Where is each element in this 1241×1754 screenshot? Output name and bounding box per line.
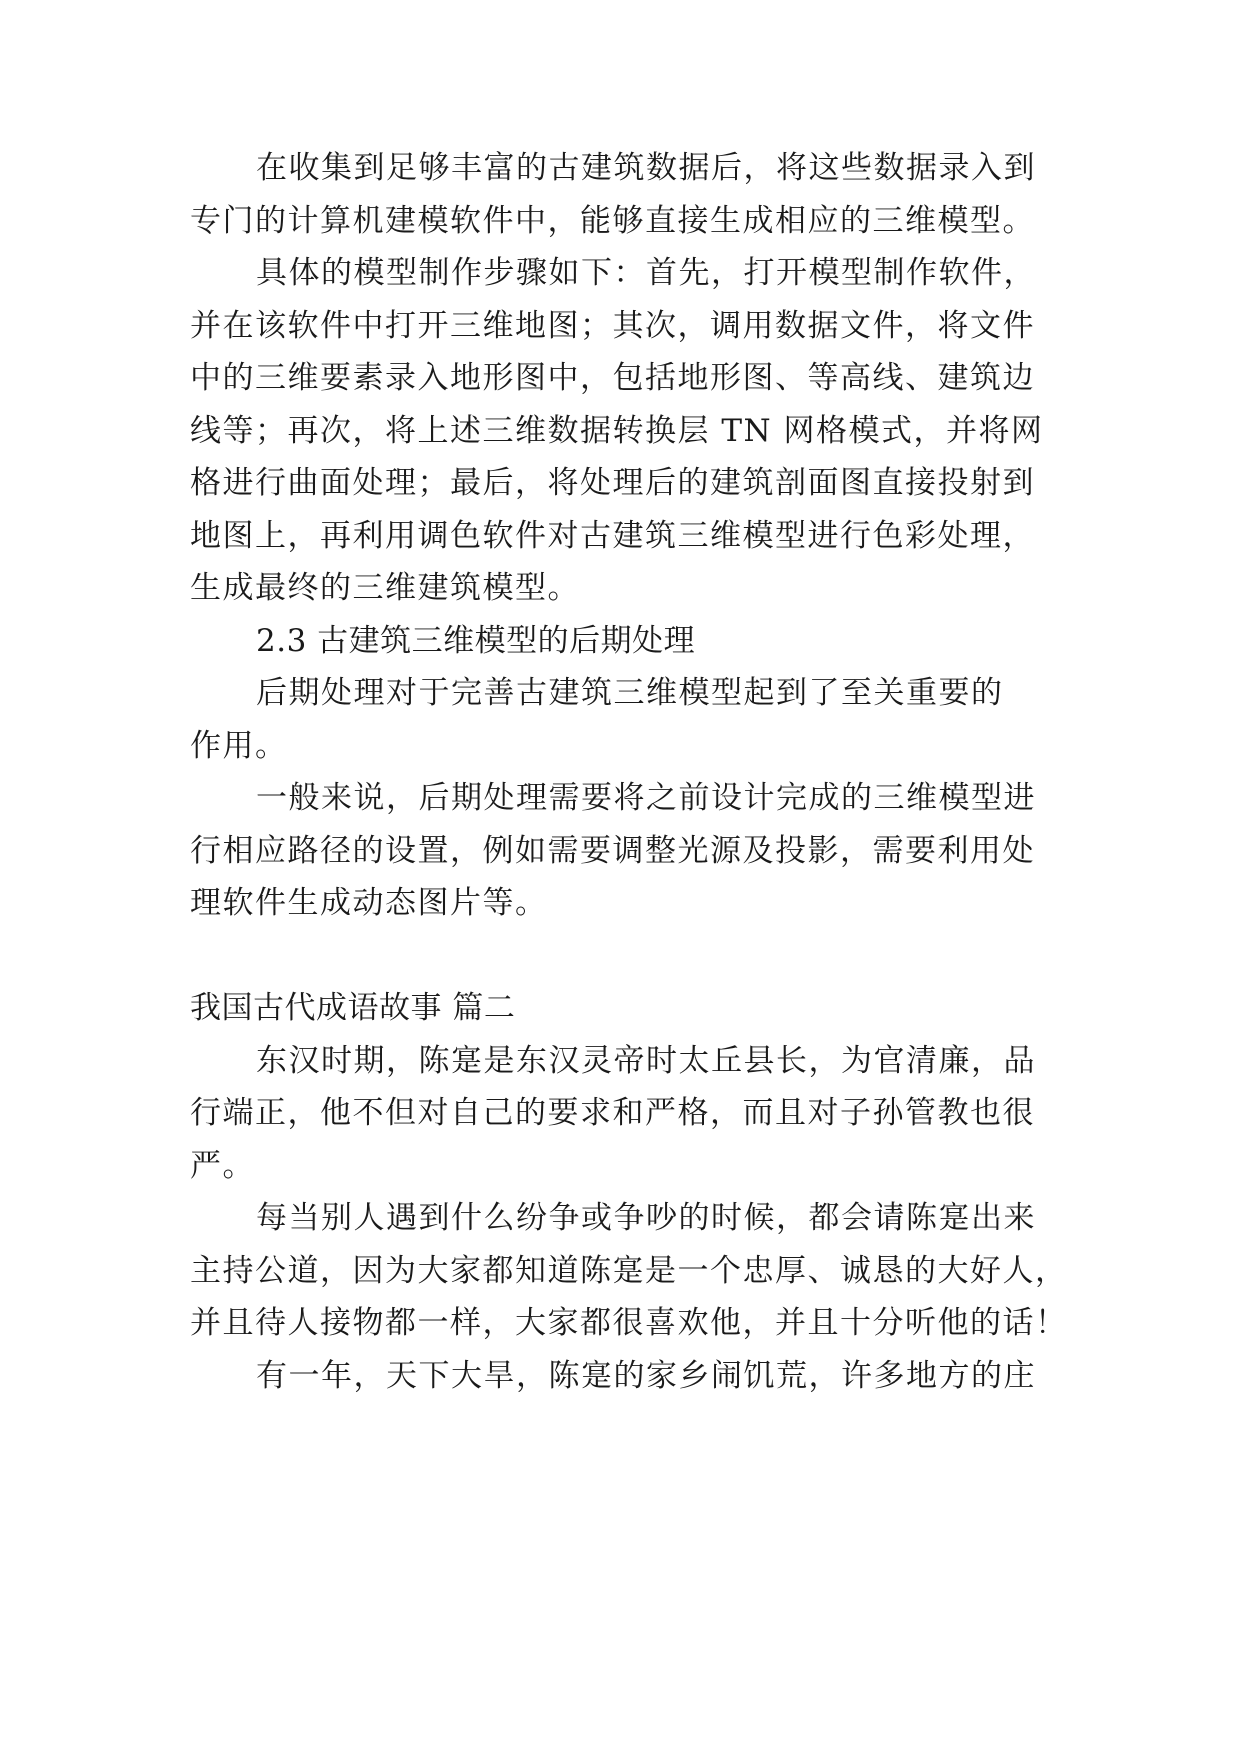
paragraph-line: 行端正，他不但对自己的要求和严格，而且对子孙管教也很 bbox=[190, 1095, 1035, 1131]
paragraph-line: 生成最终的三维建筑模型。 bbox=[190, 570, 580, 606]
section-heading: 2.3 古建筑三维模型的后期处理 bbox=[256, 623, 696, 659]
paragraph-line: 行相应路径的设置，例如需要调整光源及投影，需要利用处 bbox=[190, 833, 1035, 869]
paragraph-line: 线等；再次，将上述三维数据转换层 TN 网格模式，并将网 bbox=[190, 413, 1044, 449]
paragraph-line: 专门的计算机建模软件中，能够直接生成相应的三维模型。 bbox=[190, 203, 1035, 239]
paragraph-line: 地图上，再利用调色软件对古建筑三维模型进行色彩处理， bbox=[190, 518, 1035, 554]
paragraph-line: 在收集到足够丰富的古建筑数据后，将这些数据录入到 bbox=[256, 150, 1036, 186]
paragraph-line: 中的三维要素录入地形图中，包括地形图、等高线、建筑边 bbox=[190, 360, 1035, 396]
paragraph-line: 东汉时期，陈寔是东汉灵帝时太丘县长，为官清廉，品 bbox=[256, 1043, 1036, 1079]
paragraph-line: 每当别人遇到什么纷争或争吵的时候，都会请陈寔出来 bbox=[256, 1200, 1036, 1236]
paragraph-line: 作用。 bbox=[190, 728, 288, 764]
paragraph-line: 一般来说，后期处理需要将之前设计完成的三维模型进 bbox=[256, 780, 1036, 816]
paragraph-line: 有一年，天下大旱，陈寔的家乡闹饥荒，许多地方的庄 bbox=[256, 1358, 1036, 1394]
paragraph-line: 主持公道，因为大家都知道陈寔是一个忠厚、诚恳的大好人， bbox=[190, 1253, 1068, 1289]
paragraph-line: 格进行曲面处理；最后，将处理后的建筑剖面图直接投射到 bbox=[190, 465, 1035, 501]
article-title: 我国古代成语故事 篇二 bbox=[190, 990, 516, 1026]
paragraph-line: 具体的模型制作步骤如下：首先，打开模型制作软件， bbox=[256, 255, 1036, 291]
paragraph-line: 并在该软件中打开三维地图；其次，调用数据文件，将文件 bbox=[190, 308, 1035, 344]
paragraph-line: 并且待人接物都一样，大家都很喜欢他，并且十分听他的话！ bbox=[190, 1305, 1068, 1341]
paragraph-line: 后期处理对于完善古建筑三维模型起到了至关重要的 bbox=[256, 675, 1004, 711]
paragraph-line: 严。 bbox=[190, 1148, 255, 1184]
paragraph-line: 理软件生成动态图片等。 bbox=[190, 885, 548, 921]
